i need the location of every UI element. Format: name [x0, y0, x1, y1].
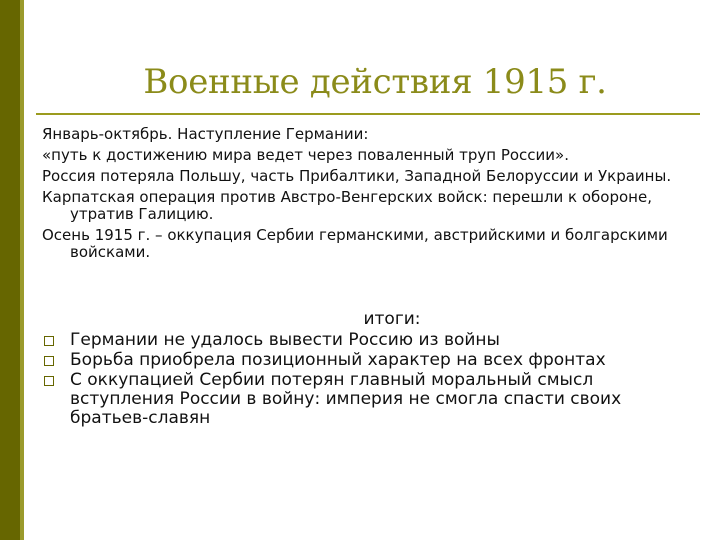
paragraph: Январь-октябрь. Наступление Германии:	[42, 125, 369, 143]
list-item-text: С оккупацией Сербии потерян главный моральный смысл вступления России в войну: империя не смогла спасти своих братьев-славян	[70, 370, 622, 428]
slide-side-bar-accent	[20, 0, 24, 540]
list-item	[42, 351, 682, 370]
square-bullet-icon	[44, 336, 54, 346]
list-item-text: Германии не удалось вывести Россию из войны	[70, 330, 500, 350]
slide-body	[42, 126, 682, 265]
paragraph: Карпатская операция против Австро-Венгерских войск: перешли к обороне, утратив Галицию.	[42, 188, 652, 223]
list-item	[42, 371, 682, 428]
square-bullet-icon	[44, 356, 54, 366]
list-item	[42, 331, 682, 350]
square-bullet-icon	[44, 376, 54, 386]
paragraph: «путь к достижению мира ведет через поваленный труп России».	[42, 146, 569, 164]
slide-title: Военные действия 1915 г.	[143, 62, 607, 102]
title-divider	[36, 113, 700, 115]
paragraph: Россия потеряла Польшу, часть Прибалтики, Западной Белоруссии и Украины.	[42, 167, 672, 185]
results-heading: итоги:	[363, 309, 421, 329]
slide-side-bar	[0, 0, 20, 540]
paragraph: Осень 1915 г. – оккупация Сербии германскими, австрийскими и болгарскими войсками.	[42, 226, 668, 261]
list-item-text: Борьба приобрела позиционный характер на всех фронтах	[70, 350, 606, 370]
results-section	[42, 310, 682, 429]
